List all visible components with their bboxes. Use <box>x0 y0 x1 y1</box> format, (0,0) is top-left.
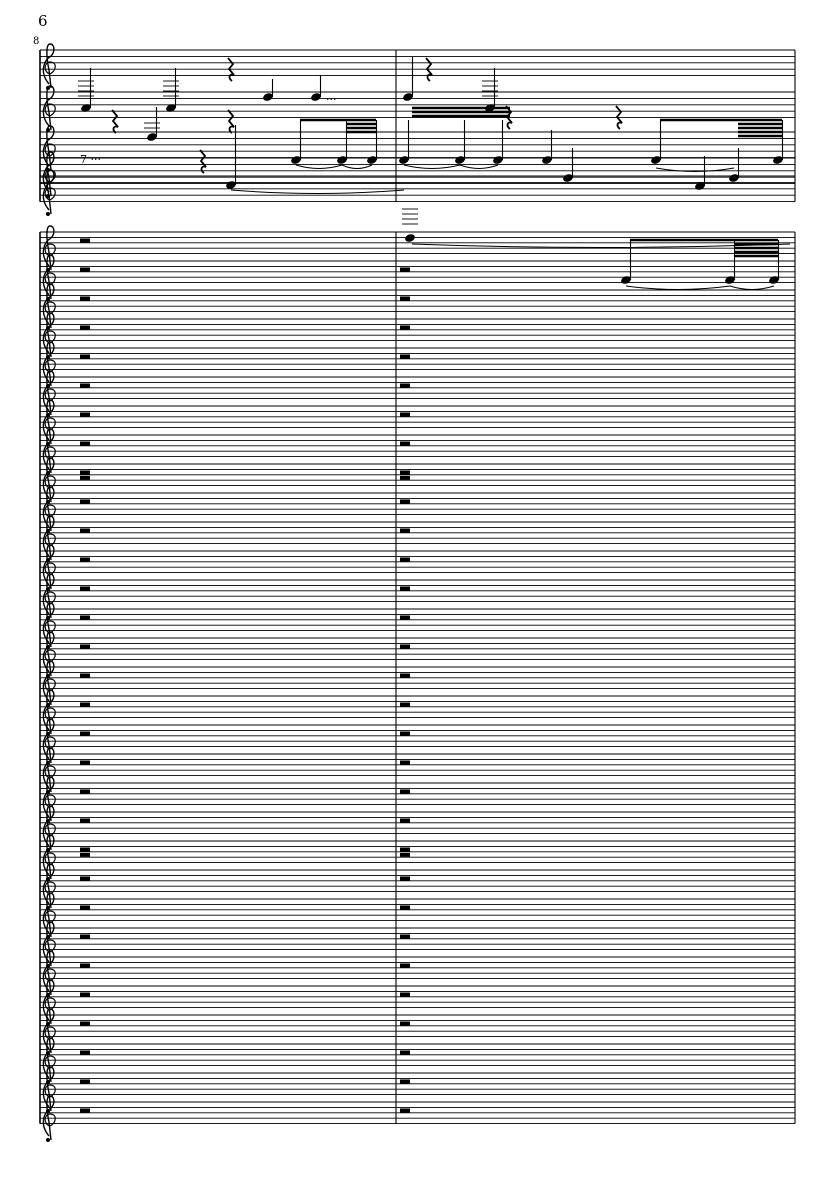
whole-rest <box>80 847 90 851</box>
lower-staff-9 <box>40 464 795 486</box>
rest-dots: 7 ··· <box>80 153 101 166</box>
whole-rest <box>400 876 410 880</box>
lower-staff-8 <box>40 435 795 457</box>
top-staff-1 <box>40 50 795 76</box>
whole-rest <box>80 1050 90 1054</box>
whole-rest <box>80 267 90 271</box>
whole-rest <box>400 789 410 793</box>
lower-staff-16 <box>40 667 795 689</box>
note-head <box>146 107 158 142</box>
note-head <box>562 148 574 183</box>
note-head <box>402 57 414 102</box>
note-head <box>404 233 416 243</box>
lower-staff-30 <box>40 1073 795 1095</box>
treble-clef-icon <box>43 690 55 736</box>
whole-rest <box>400 412 410 416</box>
treble-clef-icon <box>43 1009 55 1055</box>
whole-rest <box>80 760 90 764</box>
whole-rest <box>400 1021 410 1025</box>
whole-rest <box>400 557 410 561</box>
tie <box>404 165 460 169</box>
whole-rest <box>80 963 90 967</box>
note-head <box>694 156 706 191</box>
whole-rest <box>80 1021 90 1025</box>
whole-rest <box>80 876 90 880</box>
treble-clef-icon <box>43 86 55 132</box>
lower-staff-27 <box>40 986 795 1008</box>
whole-rest <box>80 412 90 416</box>
whole-rest <box>80 586 90 590</box>
whole-rest <box>80 441 90 445</box>
whole-rest <box>80 673 90 677</box>
whole-rest <box>400 470 410 474</box>
lower-staff-29 <box>40 1044 795 1066</box>
whole-rest <box>400 267 410 271</box>
note-head <box>484 68 496 113</box>
tie <box>460 165 498 169</box>
whole-rest <box>400 586 410 590</box>
whole-rest <box>400 296 410 300</box>
lower-staff-11 <box>40 522 795 544</box>
whole-rest <box>80 731 90 735</box>
note-head <box>724 240 736 285</box>
treble-clef-icon <box>43 255 55 301</box>
whole-rest <box>80 789 90 793</box>
whole-rest <box>400 476 410 480</box>
whole-rest <box>80 818 90 822</box>
whole-rest <box>80 1108 90 1112</box>
whole-rest <box>80 934 90 938</box>
lower-staff-19 <box>40 754 795 776</box>
treble-clef-icon <box>43 1067 55 1113</box>
ottava-marker: 8 <box>33 36 40 47</box>
lower-staff-23 <box>40 870 795 892</box>
note-head <box>541 130 553 165</box>
treble-clef-icon <box>43 545 55 591</box>
lower-staff-3 <box>40 290 795 312</box>
tie <box>342 165 372 169</box>
lower-staff-4 <box>40 319 795 341</box>
whole-rest <box>80 476 90 480</box>
whole-rest <box>400 499 410 503</box>
whole-rest <box>400 992 410 996</box>
treble-clef-icon <box>43 429 55 475</box>
quarter-rest <box>200 150 206 173</box>
tie <box>412 244 790 248</box>
lower-staff-12 <box>40 551 795 573</box>
treble-clef-icon <box>43 1096 55 1142</box>
whole-rest <box>80 238 90 242</box>
treble-clef-icon <box>43 864 55 910</box>
whole-rest <box>80 905 90 909</box>
whole-rest <box>400 325 410 329</box>
treble-clef-icon <box>43 777 55 823</box>
lower-staff-1 <box>40 232 795 254</box>
treble-clef-icon <box>43 342 55 388</box>
treble-clef-icon <box>43 516 55 562</box>
lower-staff-5 <box>40 348 795 370</box>
lower-staff-28 <box>40 1015 795 1037</box>
whole-rest <box>80 1079 90 1083</box>
tie <box>626 286 730 290</box>
tie <box>231 190 404 194</box>
whole-rest <box>80 853 90 857</box>
top-staff-2 <box>40 92 795 118</box>
treble-clef-icon <box>43 922 55 968</box>
lower-staff-20 <box>40 783 795 805</box>
note-head <box>728 148 740 183</box>
note-head <box>165 68 177 113</box>
lower-staff-31 <box>40 1102 795 1124</box>
lower-staff-7 <box>40 406 795 428</box>
treble-clef-icon <box>43 574 55 620</box>
treble-clef-icon <box>43 806 55 852</box>
note-head <box>80 68 92 113</box>
note-head <box>768 240 780 285</box>
whole-rest <box>400 934 410 938</box>
whole-rest <box>400 383 410 387</box>
lower-staff-13 <box>40 580 795 602</box>
whole-rest <box>400 905 410 909</box>
dots: ... <box>326 90 337 103</box>
whole-rest <box>80 528 90 532</box>
whole-rest <box>80 644 90 648</box>
whole-rest <box>80 557 90 561</box>
whole-rest <box>400 702 410 706</box>
treble-clef-icon <box>43 632 55 678</box>
lower-staff-15 <box>40 638 795 660</box>
whole-rest <box>80 499 90 503</box>
whole-rest <box>400 615 410 619</box>
whole-rest <box>400 528 410 532</box>
whole-rest <box>400 1108 410 1112</box>
treble-clef-icon <box>43 284 55 330</box>
quarter-rest <box>112 110 118 133</box>
whole-rest <box>400 731 410 735</box>
whole-rest <box>80 615 90 619</box>
quarter-rest <box>228 110 234 133</box>
treble-clef-icon <box>43 226 55 272</box>
lower-staff-26 <box>40 957 795 979</box>
whole-rest <box>400 1079 410 1083</box>
treble-clef-icon <box>43 313 55 359</box>
whole-rest <box>80 702 90 706</box>
treble-clef-icon <box>43 980 55 1026</box>
lower-staff-18 <box>40 725 795 747</box>
whole-rest <box>400 760 410 764</box>
note-head <box>310 75 322 102</box>
whole-rest <box>400 963 410 967</box>
treble-clef-icon <box>43 951 55 997</box>
whole-rest <box>80 383 90 387</box>
whole-rest <box>80 992 90 996</box>
treble-clef-icon <box>43 603 55 649</box>
lower-staff-6 <box>40 377 795 399</box>
treble-clef-icon <box>43 371 55 417</box>
treble-clef-icon <box>43 44 55 90</box>
whole-rest <box>80 354 90 358</box>
whole-rest <box>400 673 410 677</box>
lower-staff-10 <box>40 493 795 515</box>
whole-rest <box>80 325 90 329</box>
lower-staff-21 <box>40 812 795 834</box>
tie <box>296 165 342 169</box>
page-number: 6 <box>38 12 48 30</box>
lower-staff-2 <box>40 261 795 283</box>
treble-clef-icon <box>43 748 55 794</box>
whole-rest <box>400 354 410 358</box>
whole-rest <box>400 644 410 648</box>
treble-clef-icon <box>43 893 55 939</box>
note-head <box>620 240 632 285</box>
lower-staff-14 <box>40 609 795 631</box>
treble-clef-icon <box>43 458 55 504</box>
treble-clef-icon <box>43 1038 55 1084</box>
whole-rest <box>400 441 410 445</box>
whole-rest <box>80 470 90 474</box>
whole-rest <box>80 296 90 300</box>
lower-staff-22 <box>40 841 795 863</box>
treble-clef-icon <box>43 661 55 707</box>
whole-rest <box>400 1050 410 1054</box>
treble-clef-icon <box>43 835 55 881</box>
lower-staff-17 <box>40 696 795 718</box>
lower-staff-24 <box>40 899 795 921</box>
treble-clef-icon <box>43 400 55 446</box>
lower-staff-25 <box>40 928 795 950</box>
tie <box>730 286 774 290</box>
treble-clef-icon <box>43 487 55 533</box>
treble-clef-icon <box>43 719 55 765</box>
top-staff-5 <box>40 176 795 202</box>
whole-rest <box>400 853 410 857</box>
whole-rest <box>400 847 410 851</box>
whole-rest <box>400 818 410 822</box>
